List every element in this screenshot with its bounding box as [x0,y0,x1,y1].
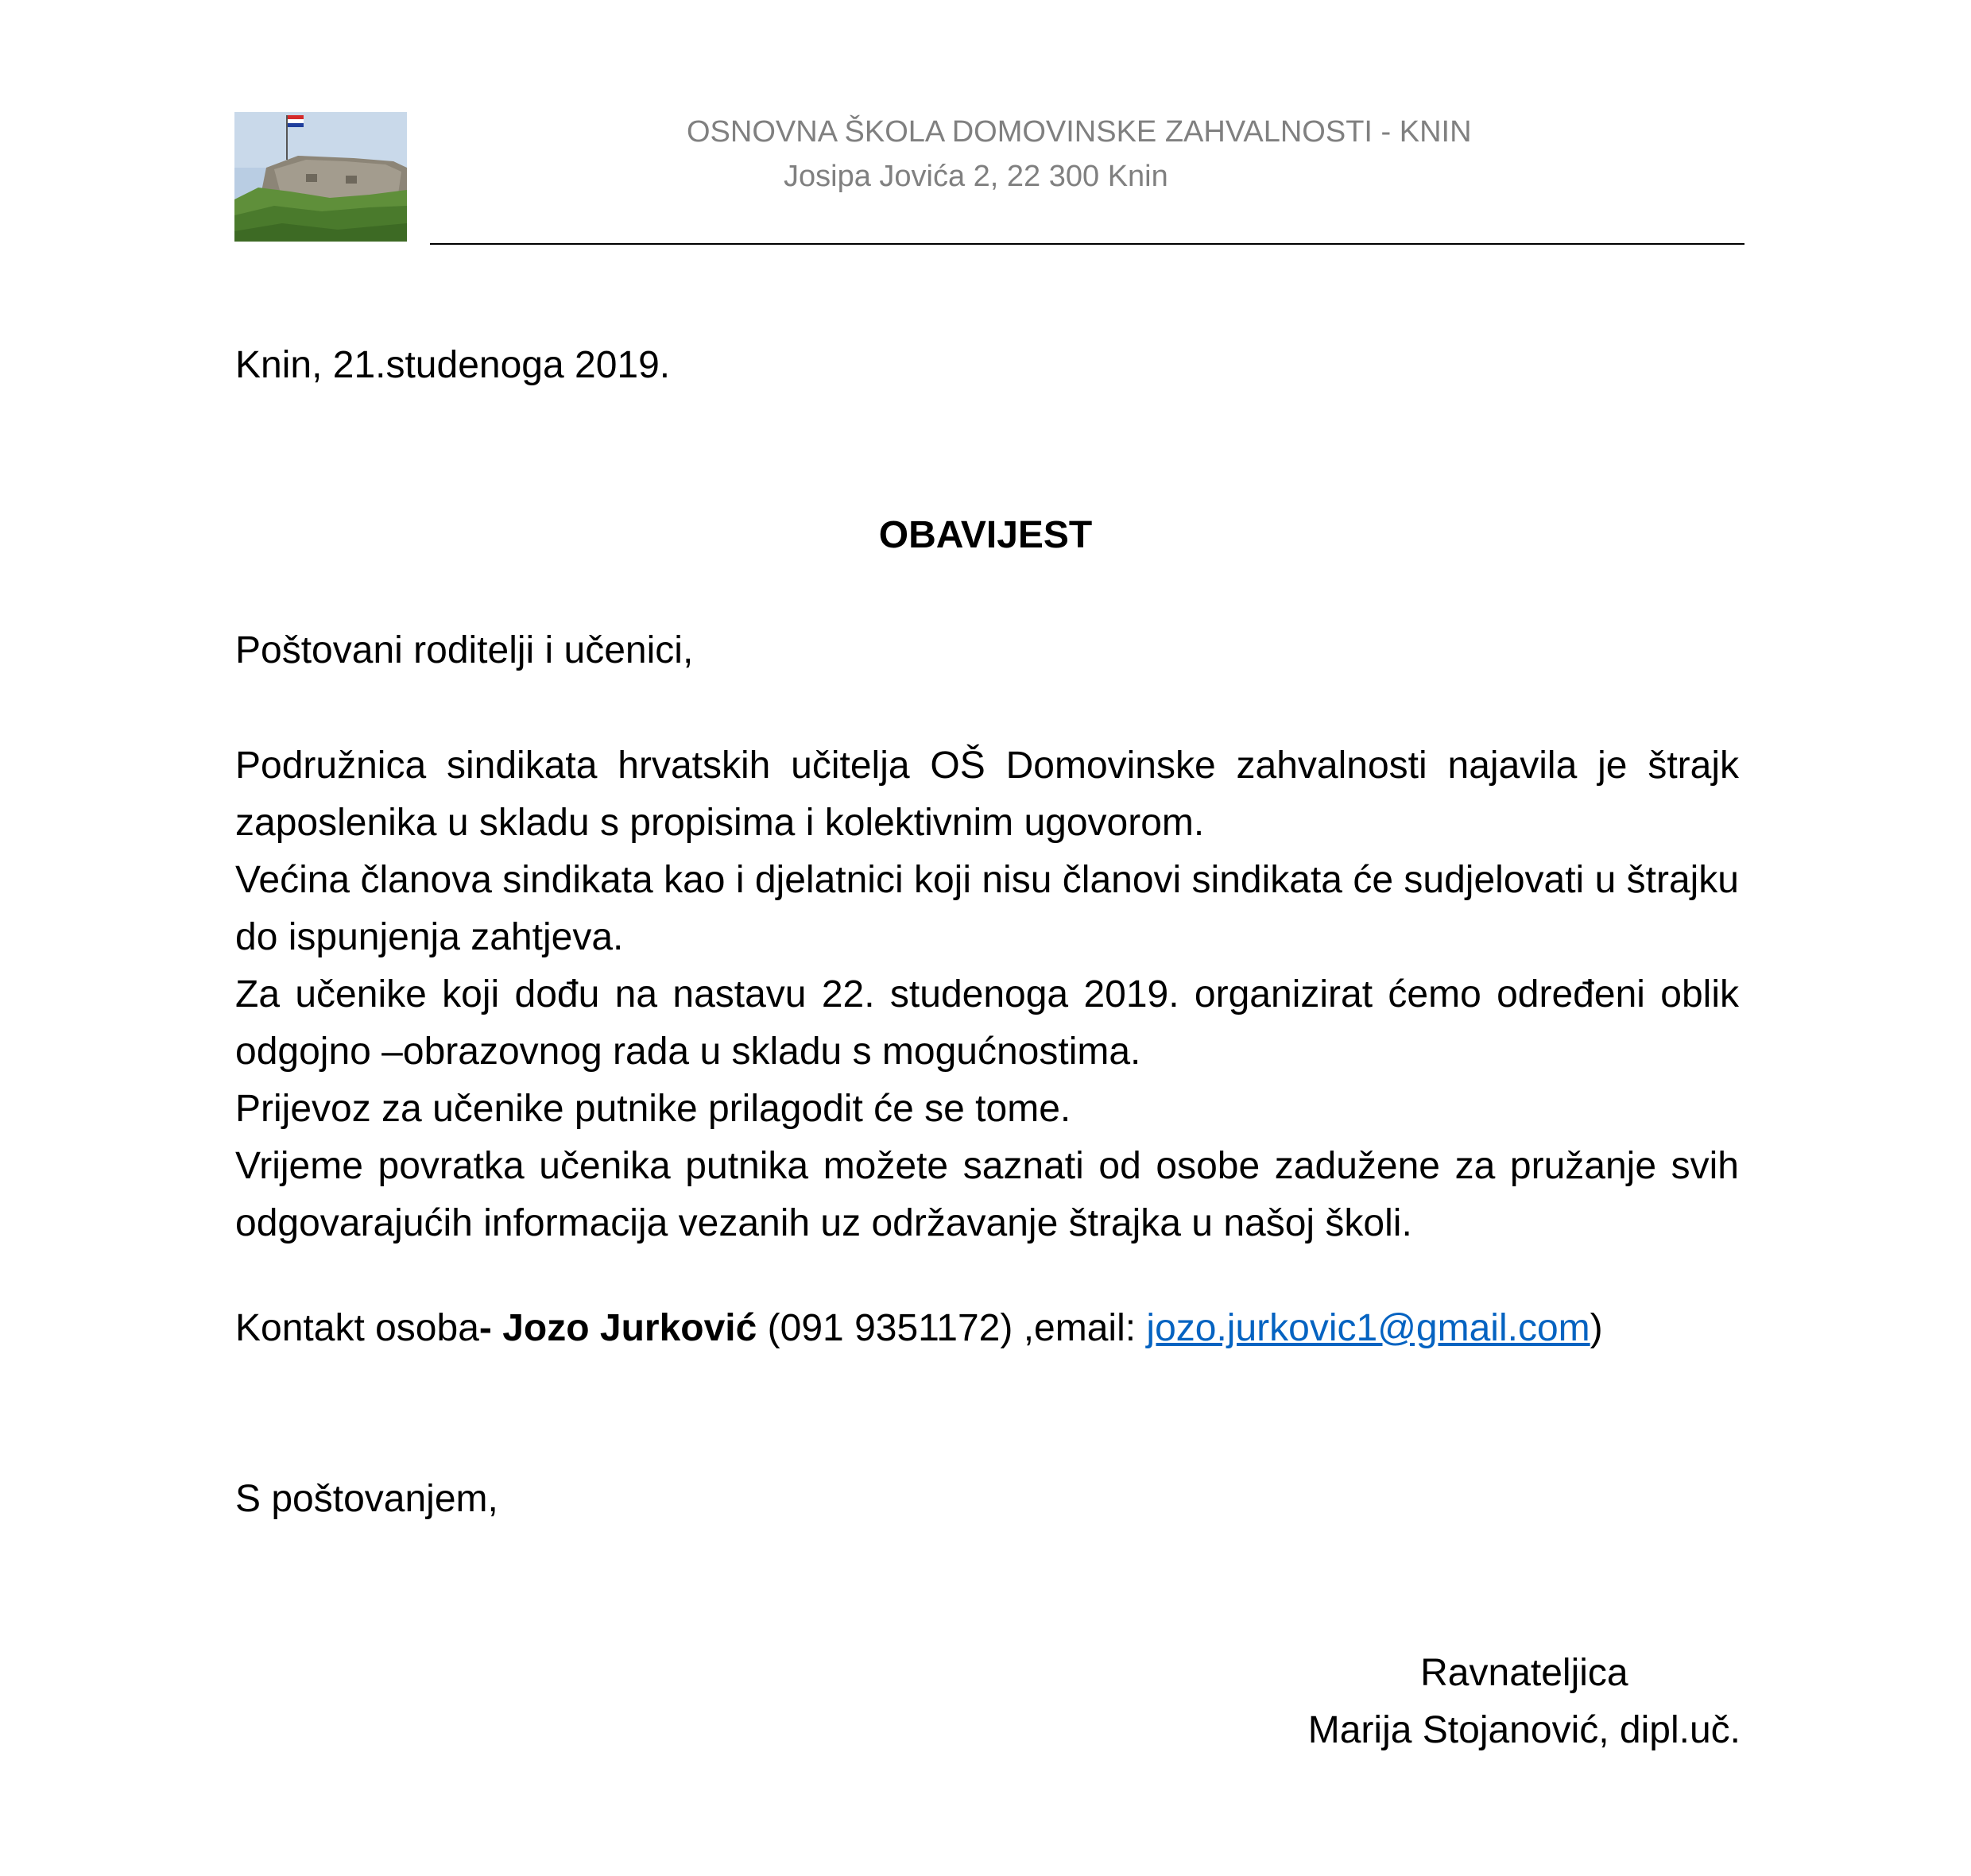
document-title: OBAVIJEST [878,514,1093,556]
contact-suffix: ) [1590,1307,1603,1349]
signature-block [1308,1645,1741,1759]
contact-email-link[interactable]: jozo.jurkovic1@gmail.com [1146,1307,1590,1349]
salutation: Poštovani roditelji i učenici, [235,629,694,671]
signature-name: Marija Stojanović, dipl.uč. [1307,1709,1741,1751]
contact-prefix: Kontakt osoba [235,1307,479,1349]
body-paragraph: Vrijeme povratka učenika putnika možete saznati od osobe zadužene za pružanje svih odgovarajućih informacija vezanih uz održavanje štrajka u našoj školi. [235,1145,1739,1244]
contact-person-name: - Jozo Jurković [478,1307,757,1349]
letter-body [235,737,1739,1252]
contact-line [235,1305,1603,1352]
school-name: OSNOVNA ŠKOLA DOMOVINSKE ZAHVALNOSTI - KNIN [687,115,1472,149]
closing-phrase: S poštovanjem, [235,1478,498,1520]
school-address: Josipa Jovića 2, 22 300 Knin [784,160,1168,193]
letter-date: Knin, 21.studenoga 2019. [235,344,671,386]
body-paragraph: Prijevoz za učenike putnike prilagodit će se tome. [235,1088,1071,1130]
contact-phone: (091 9351172) ,email: [757,1307,1147,1349]
header-divider [430,243,1744,245]
body-paragraph: Većina članova sindikata kao i djelatnici koji nisu članovi sindikata će sudjelovati u štrajku do ispunjenja zahtjeva. [235,859,1739,958]
school-logo-image [234,112,407,242]
signature-role: Ravnateljica [1420,1652,1628,1694]
body-paragraph: Podružnica sindikata hrvatskih učitelja OŠ Domovinske zahvalnosti najavila je štrajk zaposlenika u skladu s propisima i kolektivnim ugovorom. [235,745,1739,844]
body-paragraph: Za učenike koji dođu na nastavu 22. studenoga 2019. organizirat ćemo određeni oblik odgojno –obrazovnog rada u skladu s mogućnostima. [235,973,1739,1073]
